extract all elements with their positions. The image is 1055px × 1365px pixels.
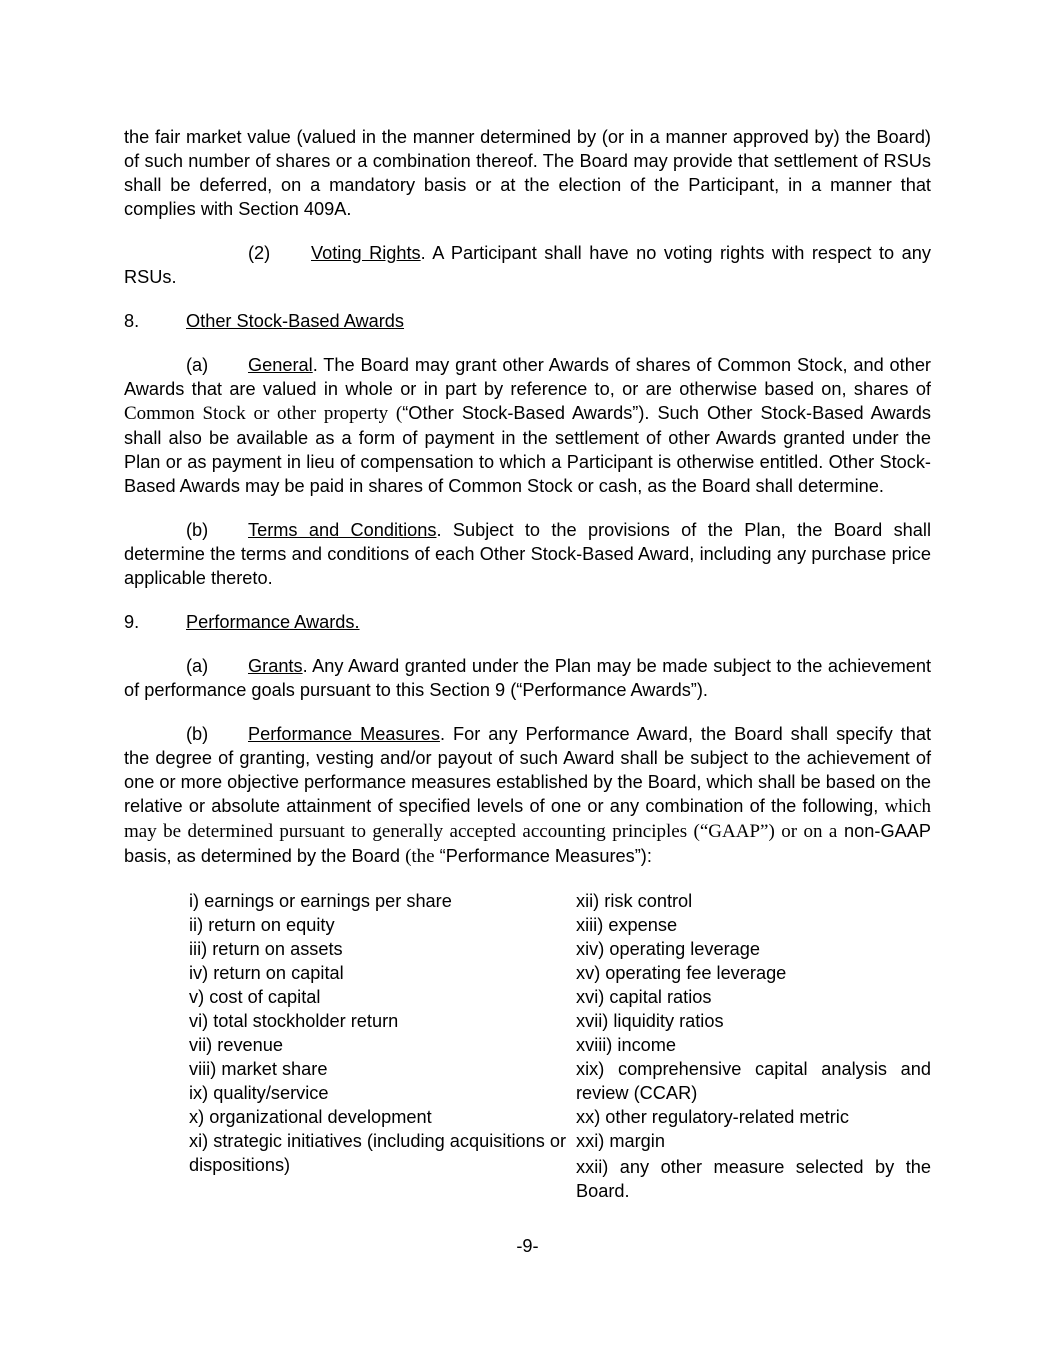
- section-9-heading: Performance Awards.: [186, 612, 360, 632]
- measure-item: xi) strategic initiatives (including acquisitions or dispositions): [189, 1131, 567, 1175]
- measure-item: vi) total stockholder return: [189, 1011, 399, 1031]
- voting-rights-text: . A Participant shall have no voting rights with respect to any RSUs.: [124, 243, 932, 287]
- measure-item: xii) risk control: [576, 891, 693, 911]
- measures-right-column: [576, 889, 931, 1203]
- measure-item: v) cost of capital: [189, 987, 321, 1007]
- section-8b-text: . Subject to the provisions of the Plan, the Board shall determine the terms and conditions of each Other Stock-Based Award, including any purchase price applicable thereto.: [124, 520, 931, 588]
- voting-rights-heading: Voting Rights: [311, 243, 421, 263]
- section-8a-text-1: . The Board may grant other Awards of shares of Common Stock, and other Awards that are valued in whole or in part by reference to, or are otherwise based on, shares of: [124, 355, 931, 399]
- section-9b-heading: Performance Measures: [248, 724, 440, 744]
- measure-item: ix) quality/service: [189, 1083, 329, 1103]
- measures-left-column: [189, 889, 574, 1177]
- section-9-number: 9.: [124, 612, 140, 632]
- measure-item: xxi) margin: [576, 1131, 665, 1151]
- section-9b-text-2: non-GAAP basis, as determined by the Board: [124, 821, 931, 866]
- measure-item: ii) return on equity: [189, 915, 335, 935]
- section-8a-number: (a): [186, 355, 209, 375]
- intro-paragraph: the fair market value (valued in the manner determined by (or in a manner approved by) the Board) of such number of shares or a combination thereof. The Board may provide that settlement of RSUs shall be deferred, on a mandatory basis or at the election of the Participant, in a manner that complies with Section 409A.: [124, 127, 931, 219]
- measure-item: xvi) capital ratios: [576, 987, 712, 1007]
- section-9b-paragraph: [124, 722, 931, 869]
- measure-item: xxii) any other measure selected by the Board.: [576, 1157, 931, 1201]
- voting-rights-paragraph: [124, 241, 931, 289]
- measure-item: vii) revenue: [189, 1035, 284, 1055]
- section-9a-number: (a): [186, 656, 209, 676]
- section-9b-text-serif-2: (the: [405, 846, 435, 867]
- section-8-number: 8.: [124, 311, 140, 331]
- section-8a-text-serif: Common Stock or other property (: [124, 403, 403, 424]
- section-8-heading-line: [124, 309, 931, 333]
- section-8a-paragraph: [124, 353, 931, 498]
- measure-item: xv) operating fee leverage: [576, 963, 787, 983]
- measure-item: xix) comprehensive capital analysis and review (CCAR): [576, 1059, 931, 1103]
- measure-item: x) organizational development: [189, 1107, 432, 1127]
- measure-item: iii) return on assets: [189, 939, 343, 959]
- measure-item: xiii) expense: [576, 915, 678, 935]
- measure-item: xx) other regulatory-related metric: [576, 1107, 849, 1127]
- section-9a-heading: Grants: [248, 656, 303, 676]
- page-number: -9-: [516, 1236, 539, 1256]
- section-8b-heading: Terms and Conditions: [248, 520, 437, 540]
- measure-item: xiv) operating leverage: [576, 939, 760, 959]
- measure-item: xviii) income: [576, 1035, 677, 1055]
- section-8b-paragraph: [124, 518, 931, 590]
- section-9b-number: (b): [186, 724, 209, 744]
- section-9b-text-3: “Performance Measures”):: [434, 846, 652, 866]
- measure-item: i) earnings or earnings per share: [189, 891, 452, 911]
- section-8a-heading: General: [248, 355, 313, 375]
- measure-item: xvii) liquidity ratios: [576, 1011, 724, 1031]
- section-9b-text-serif: which may be determined pursuant to generally accepted accounting principles (“GAAP”) or on a: [124, 796, 931, 842]
- measure-item: iv) return on capital: [189, 963, 344, 983]
- section-8b-number: (b): [186, 520, 209, 540]
- section-8-heading: Other Stock-Based Awards: [186, 311, 405, 331]
- voting-rights-number: (2): [248, 243, 271, 263]
- section-9a-paragraph: [124, 654, 931, 702]
- measure-item: viii) market share: [189, 1059, 328, 1079]
- document-page: [124, 125, 932, 1201]
- section-8a-text-2: “Other Stock-Based Awards”). Such Other Stock-Based Awards shall also be available as a form of payment in the settlement of other Awards granted under the Plan or as payment in lieu of compensation to which a Participant is otherwise entitled. Other Stock-Based Awards may be paid in shares of Common Stock or cash, as the Board shall determine.: [124, 403, 931, 496]
- section-9-heading-line: [124, 610, 931, 634]
- section-9a-text: . Any Award granted under the Plan may be made subject to the achievement of performance goals pursuant to this Section 9 (“Performance Awards”).: [124, 656, 931, 700]
- section-9b-text-1: . For any Performance Award, the Board shall specify that the degree of granting, vesting and/or payout of such Award shall be subject to the achievement of one or more objective performance measures established by the Board, which shall be based on the relative or absolute attainment of specified levels of one or any combination of the following,: [124, 724, 931, 816]
